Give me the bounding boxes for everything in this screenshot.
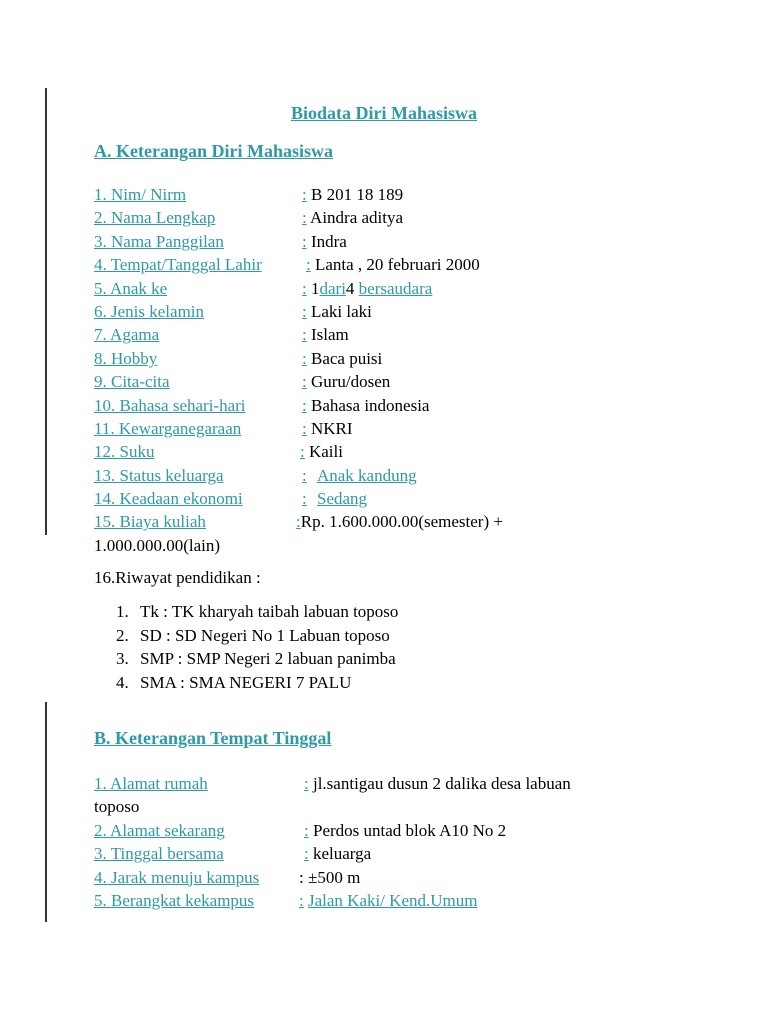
row-anak-ke	[94, 277, 694, 300]
row-kewarganegaraan	[94, 417, 694, 440]
list-item-number: 3.	[116, 649, 129, 668]
row-label: 15. Biaya kuliah	[94, 512, 206, 532]
row-label: 3. Tinggal bersama	[94, 844, 224, 864]
list-item-number: 4.	[116, 672, 129, 692]
list-item-text: SMP : SMP Negeri 2 labuan panimba	[140, 649, 396, 668]
row-value: ±500 m	[307, 867, 361, 887]
list-item	[116, 624, 398, 648]
row-biaya-kuliah	[94, 510, 694, 533]
row-label: 4. Jarak menuju kampus	[94, 867, 260, 887]
row-status-keluarga	[94, 464, 694, 487]
row-jenis-kelamin	[94, 300, 694, 323]
row-colon: :	[302, 418, 307, 438]
row-nama-lengkap	[94, 206, 694, 229]
row-label: 9. Cita-cita	[94, 372, 170, 392]
row-agama	[94, 323, 694, 346]
list-item	[116, 647, 398, 671]
row-label: 6. Jenis kelamin	[94, 301, 205, 321]
row-value: Kaili	[308, 442, 343, 462]
row-colon: :	[302, 372, 307, 392]
row-value: Islam	[310, 325, 349, 345]
row-value-part: dari	[319, 278, 346, 298]
row-value: Anak kandung	[316, 465, 417, 485]
row-label: 3. Nama Panggilan	[94, 231, 224, 251]
row-colon: :	[306, 255, 311, 275]
row-tinggal-bersama	[94, 842, 694, 865]
list-item	[116, 600, 398, 624]
row-label: 14. Keadaan ekonomi	[94, 489, 243, 509]
row-label: 13. Status keluarga	[94, 465, 224, 485]
education-list	[116, 600, 398, 694]
section-a-rows	[94, 183, 694, 557]
section-b-rows	[94, 772, 694, 912]
row-value: Indra	[310, 231, 347, 251]
row-value: B 201 18 189	[310, 185, 404, 204]
row-value: Lanta , 20 februari 2000	[314, 255, 480, 275]
row-alamat-rumah-cont	[94, 795, 694, 818]
row-label: 10. Bahasa sehari-hari	[94, 395, 246, 415]
row-biaya-kuliah-cont	[94, 534, 694, 557]
row-suku	[94, 440, 694, 463]
row-colon: :	[302, 185, 307, 204]
row-colon: :	[296, 512, 301, 532]
row-label: 7. Agama	[94, 325, 160, 345]
row-value: Sedang	[316, 489, 368, 509]
row-alamat-sekarang	[94, 819, 694, 842]
row-label: 1. Alamat rumah	[94, 774, 208, 793]
row-value-cont: toposo	[94, 797, 140, 817]
row-label: 4. Tempat/Tanggal Lahir	[94, 255, 262, 275]
row-colon: :	[302, 208, 307, 228]
row-colon: :	[302, 348, 307, 368]
row-value-cont: 1.000.000.00(lain)	[94, 535, 221, 555]
row-value: Rp. 1.600.000.00(semester) +	[300, 512, 503, 532]
row-colon: :	[302, 465, 307, 485]
row-value: NKRI	[310, 418, 353, 438]
row-label: 8. Hobby	[94, 348, 158, 368]
row-value: Aindra aditya	[310, 208, 404, 228]
row-value-part: 4	[345, 278, 355, 298]
row-colon: :	[302, 489, 307, 509]
row-colon: :	[304, 774, 309, 793]
row-value-part: 1	[310, 278, 320, 298]
row-colon: :	[304, 820, 309, 840]
row-label: 2. Nama Lengkap	[94, 208, 216, 228]
row-label: 12. Suku	[94, 442, 155, 462]
margin-bar-top	[45, 88, 47, 535]
row-value: keluarga	[312, 844, 372, 864]
row-value-part: bersaudara	[358, 278, 433, 298]
row-berangkat-kampus	[94, 889, 694, 912]
list-item-text: Tk : TK kharyah taibah labuan toposo	[140, 602, 399, 621]
row-colon: :	[300, 442, 305, 462]
row-colon: :	[299, 890, 304, 910]
row-colon: :	[304, 844, 309, 864]
row-colon: :	[302, 231, 307, 251]
row-label: 1. Nim/ Nirm	[94, 185, 187, 204]
page-title: Biodata Diri Mahasiswa	[290, 103, 477, 123]
list-item-number: 1.	[116, 602, 129, 621]
list-item	[116, 671, 398, 695]
riwayat-pendidikan-label: 16.Riwayat pendidikan :	[94, 568, 261, 587]
row-value: Bahasa indonesia	[310, 395, 430, 415]
row-value: Baca puisi	[310, 348, 383, 368]
row-nim	[94, 183, 694, 206]
row-colon: :	[302, 325, 307, 345]
row-value: Guru/dosen	[310, 372, 391, 392]
row-value: Laki laki	[310, 301, 372, 321]
row-cita-cita	[94, 370, 694, 393]
row-alamat-rumah	[94, 772, 694, 795]
row-colon: :	[302, 301, 307, 321]
list-item-text: SMA : SMA NEGERI 7 PALU	[140, 672, 352, 692]
list-item-text: SD : SD Negeri No 1 Labuan toposo	[140, 625, 390, 645]
row-keadaan-ekonomi	[94, 487, 694, 510]
section-b-heading: B. Keterangan Tempat Tinggal	[94, 728, 332, 748]
list-item-number: 2.	[116, 625, 129, 645]
row-label: 2. Alamat sekarang	[94, 820, 225, 840]
row-nama-panggilan	[94, 230, 694, 253]
row-bahasa	[94, 394, 694, 417]
row-jarak-kampus	[94, 866, 694, 889]
row-colon: :	[302, 395, 307, 415]
row-hobby	[94, 347, 694, 370]
row-value: Perdos untad blok A10 No 2	[312, 820, 507, 840]
row-tempat-tanggal-lahir	[94, 253, 694, 276]
margin-bar-bottom	[45, 702, 47, 922]
row-value: Jalan Kaki/ Kend.Umum	[307, 890, 478, 910]
row-label: 5. Anak ke	[94, 278, 168, 298]
row-colon: :	[299, 867, 304, 887]
row-label: 11. Kewarganegaraan	[94, 418, 242, 438]
row-label: 5. Berangkat kekampus	[94, 890, 255, 910]
section-a-heading: A. Keterangan Diri Mahasiswa	[94, 141, 333, 161]
row-value: jl.santigau dusun 2 dalika desa labuan	[312, 774, 571, 793]
row-colon: :	[302, 278, 307, 298]
